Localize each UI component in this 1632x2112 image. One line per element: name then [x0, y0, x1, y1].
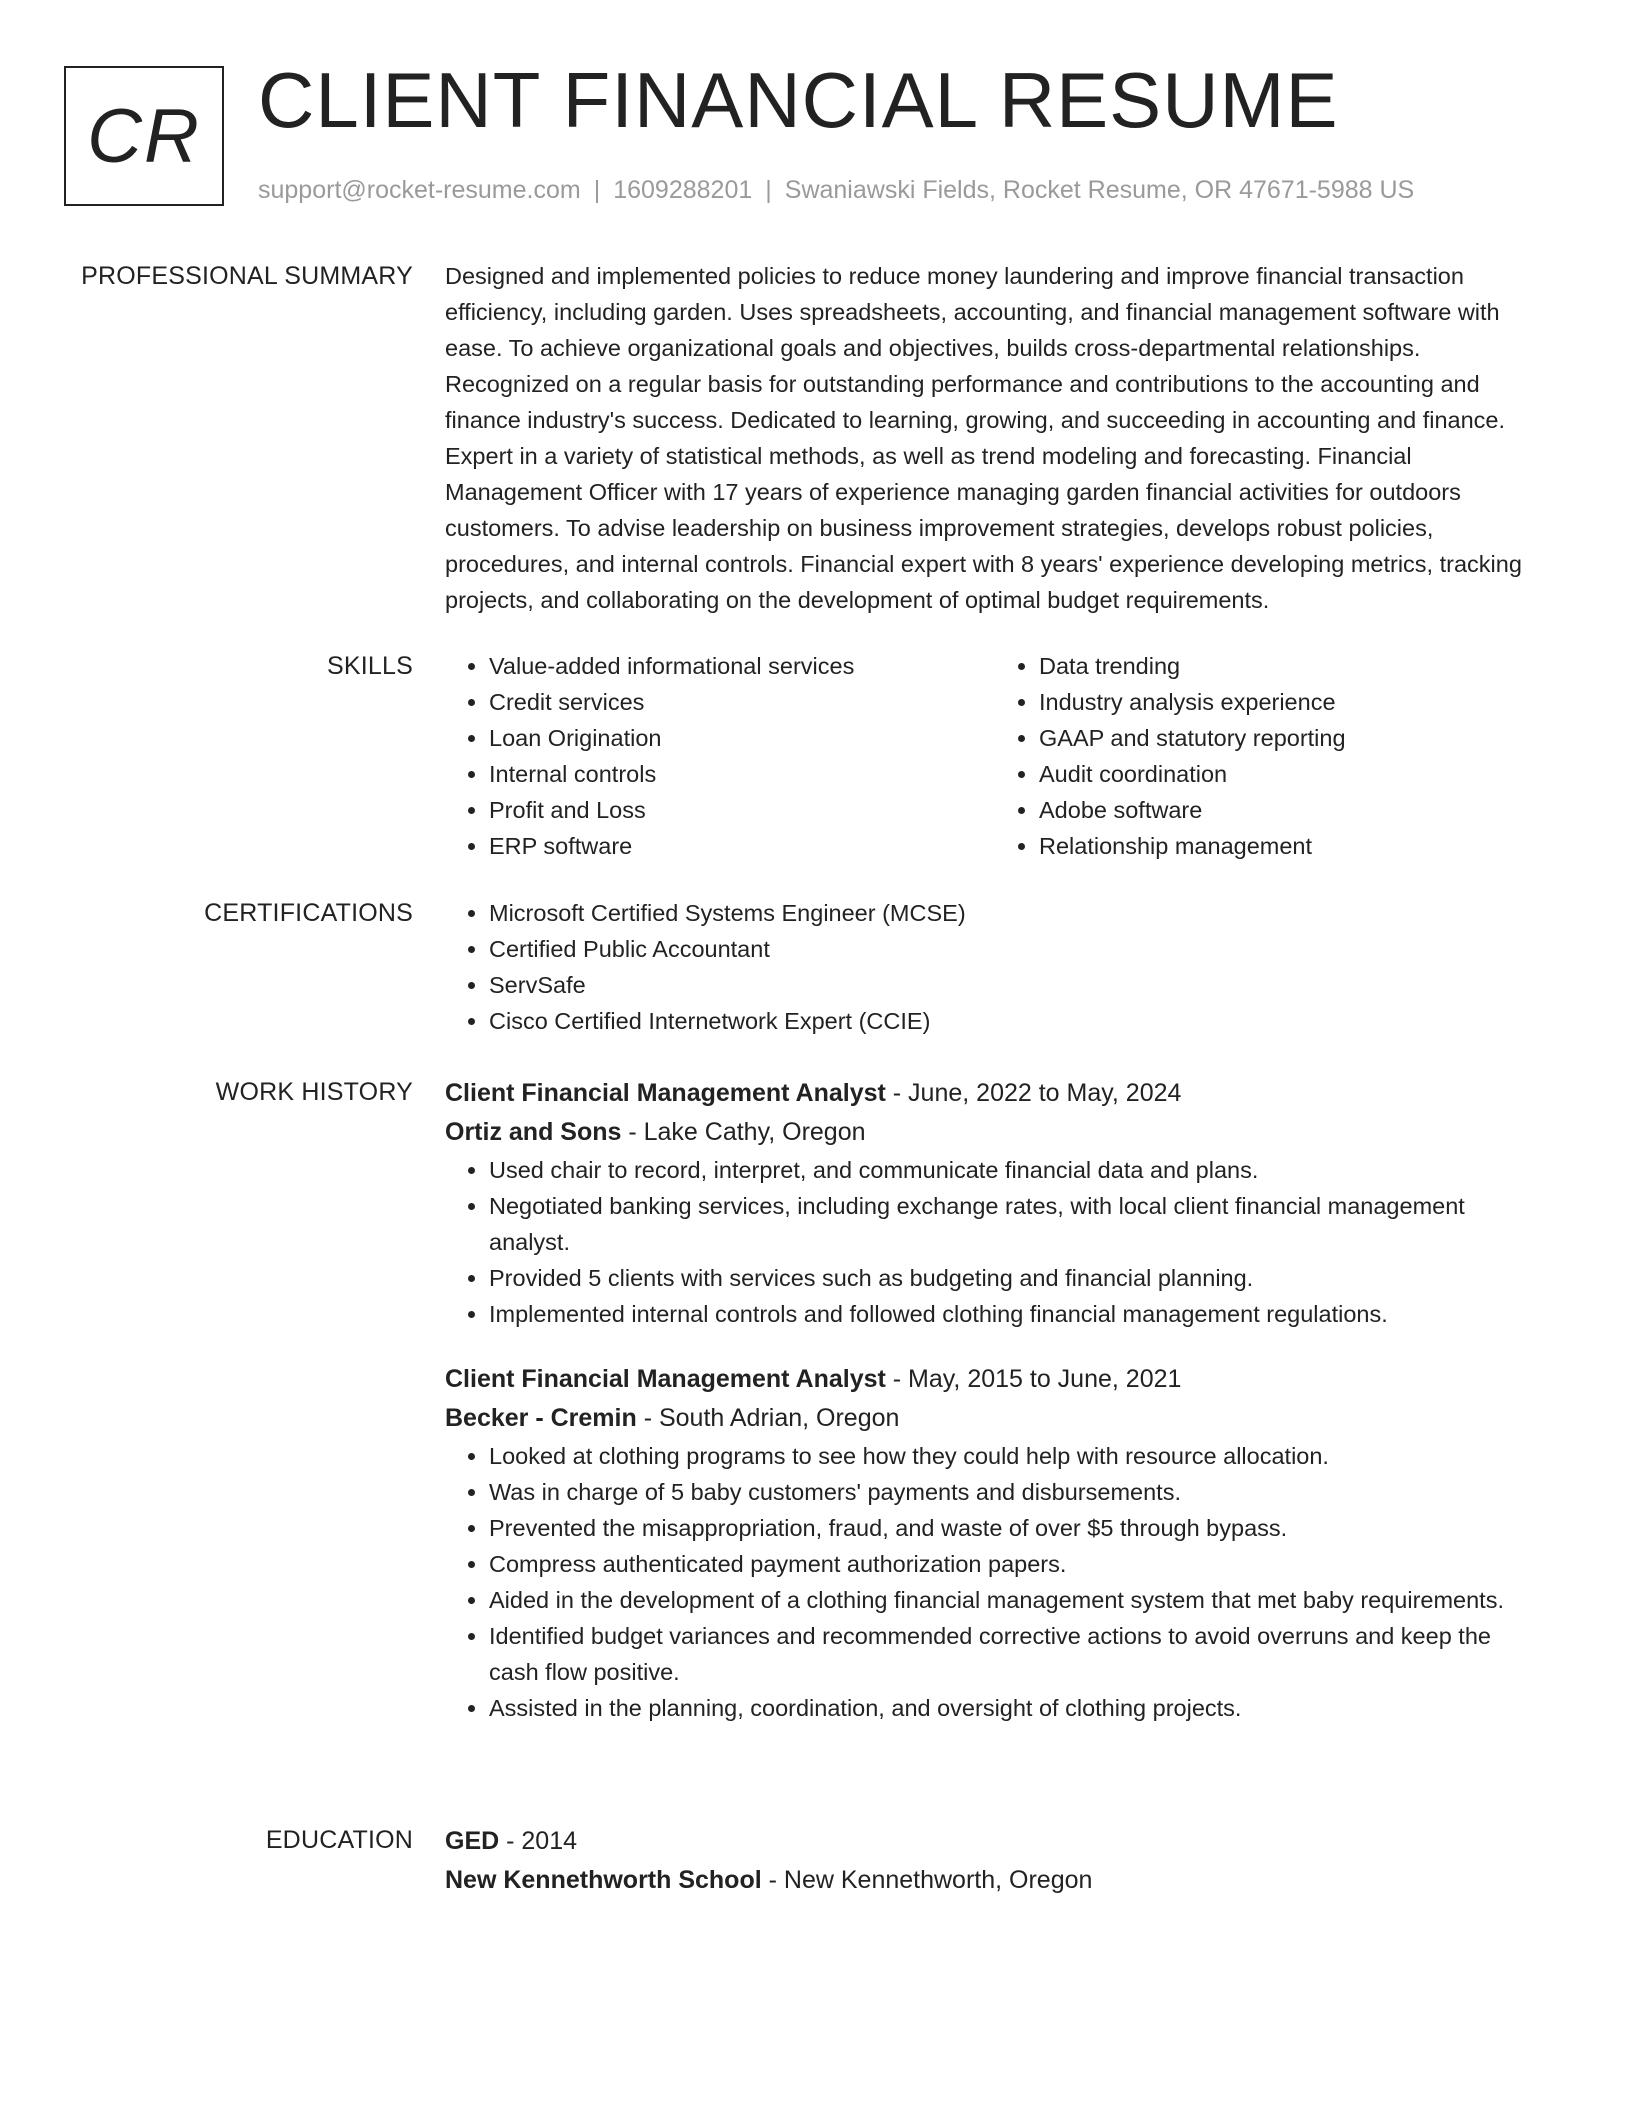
skills-column-2	[995, 648, 1545, 864]
job-location: - Lake Cathy, Oregon	[621, 1118, 866, 1146]
section-label-skills: SKILLS	[327, 652, 413, 680]
certifications-body	[445, 895, 1545, 1039]
contact-address: Swaniawski Fields, Rocket Resume, OR 47671-5988 US	[784, 176, 1415, 204]
job-title: Client Financial Management Analyst	[445, 1079, 886, 1107]
job-duties-list	[445, 1438, 1545, 1726]
contact-phone[interactable]: 1609288201	[613, 176, 753, 204]
skill-item: • Loan Origination	[489, 720, 995, 756]
certification-item: • ServSafe	[489, 967, 1545, 1003]
job-duty-item: • Used chair to record, interpret, and communicate financial data and plans.	[489, 1152, 1545, 1188]
skill-item: • Industry analysis experience	[1039, 684, 1545, 720]
job-location: - South Adrian, Oregon	[636, 1404, 900, 1432]
education-location: - New Kennethworth, Oregon	[761, 1866, 1093, 1894]
work-history-body	[445, 1074, 1545, 1726]
certifications-list	[445, 895, 1545, 1039]
section-label-certifications: CERTIFICATIONS	[204, 899, 413, 927]
job-company: Ortiz and Sons	[445, 1118, 622, 1146]
section-label-work-history: WORK HISTORY	[215, 1078, 413, 1106]
section-label-education: EDUCATION	[265, 1826, 413, 1854]
job-duty-item: • Aided in the development of a clothing financial management system that met baby requirements.	[489, 1582, 1545, 1618]
job-dates: - June, 2022 to May, 2024	[885, 1079, 1182, 1107]
skill-item: • Audit coordination	[1039, 756, 1545, 792]
skill-item: • Profit and Loss	[489, 792, 995, 828]
skill-item: • Data trending	[1039, 648, 1545, 684]
certification-item: • Cisco Certified Internetwork Expert (CCIE)	[489, 1003, 1545, 1039]
certification-item: • Microsoft Certified Systems Engineer (MCSE)	[489, 895, 1545, 931]
job-duties-list	[445, 1152, 1545, 1332]
job-title-line	[445, 1074, 1545, 1113]
summary-body	[445, 258, 1545, 618]
skill-item: • Internal controls	[489, 756, 995, 792]
certification-item: • Certified Public Accountant	[489, 931, 1545, 967]
job-dates: - May, 2015 to June, 2021	[885, 1365, 1182, 1393]
education-school-line	[445, 1861, 1545, 1900]
job-duty-item: • Negotiated banking services, including exchange rates, with local client financial management analyst.	[489, 1188, 1545, 1260]
job-company-line	[445, 1113, 1545, 1152]
job-duty-item: • Was in charge of 5 baby customers' payments and disbursements.	[489, 1474, 1545, 1510]
resume-title: CLIENT FINANCIAL RESUME	[258, 56, 1339, 144]
job-duty-item: • Identified budget variances and recommended corrective actions to avoid overruns and keep the cash flow positive.	[489, 1618, 1545, 1690]
contact-line	[258, 174, 1414, 206]
summary-text: Designed and implemented policies to reduce money laundering and improve financial transaction efficiency, including garden. Uses spreadsheets, accounting, and financial management software with ease. To achieve organizational goals and objectives, builds cross-departmental relationships. Recognized on a regular basis for outstanding performance and contributions to the accounting and finance industry's success. Dedicated to learning, growing, and succeeding in accounting and finance. Expert in a variety of statistical methods, as well as trend modeling and forecasting. Financial Management Officer with 17 years of experience managing garden financial activities for outdoors customers. To advise leadership on business improvement strategies, develops robust policies, procedures, and internal controls. Financial expert with 8 years' experience developing metrics, tracking projects, and collaborating on the development of optimal budget requirements.	[445, 263, 1522, 613]
skills-column-1	[445, 648, 995, 864]
job-duty-item: • Compress authenticated payment authorization papers.	[489, 1546, 1545, 1582]
job-duty-item: • Looked at clothing programs to see how they could help with resource allocation.	[489, 1438, 1545, 1474]
contact-separator: |	[765, 176, 772, 204]
skill-item: • Adobe software	[1039, 792, 1545, 828]
job-duty-item: • Implemented internal controls and followed clothing financial management regulations.	[489, 1296, 1545, 1332]
skill-item: • Credit services	[489, 684, 995, 720]
skill-item: • GAAP and statutory reporting	[1039, 720, 1545, 756]
job-company-line	[445, 1399, 1545, 1438]
contact-separator: |	[593, 176, 601, 204]
job-duty-item: • Provided 5 clients with services such as budgeting and financial planning.	[489, 1260, 1545, 1296]
job-duty-item: • Assisted in the planning, coordination, and oversight of clothing projects.	[489, 1690, 1545, 1726]
education-degree-line	[445, 1822, 1545, 1861]
job-company: Becker - Cremin	[445, 1404, 637, 1432]
education-degree: GED	[445, 1827, 500, 1855]
skills-body	[445, 648, 1545, 864]
education-body	[445, 1822, 1545, 1900]
job-title-line	[445, 1360, 1545, 1399]
job-duty-item: • Prevented the misappropriation, fraud, and waste of over $5 through bypass.	[489, 1510, 1545, 1546]
skill-item: • ERP software	[489, 828, 995, 864]
monogram-logo: CR	[64, 66, 224, 206]
job-entry	[445, 1074, 1545, 1332]
education-school: New Kennethworth School	[445, 1866, 762, 1894]
skill-item: • Value-added informational services	[489, 648, 995, 684]
job-title: Client Financial Management Analyst	[445, 1365, 886, 1393]
section-label-summary: PROFESSIONAL SUMMARY	[81, 262, 413, 290]
job-entry	[445, 1360, 1545, 1726]
contact-email[interactable]: support@rocket-resume.com	[258, 176, 581, 204]
skill-item: • Relationship management	[1039, 828, 1545, 864]
education-year: - 2014	[499, 1827, 578, 1855]
